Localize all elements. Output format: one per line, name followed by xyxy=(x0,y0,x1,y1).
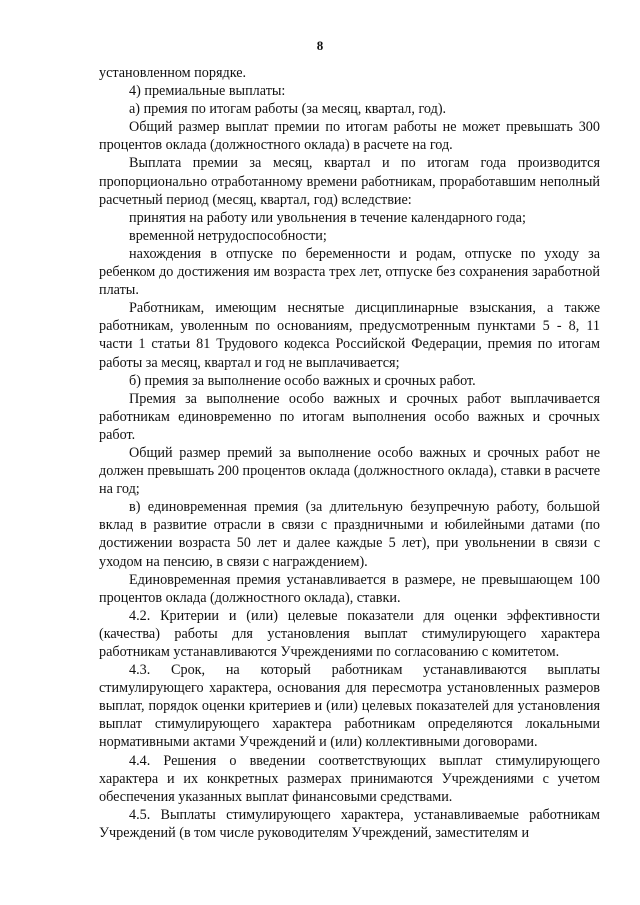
paragraph: принятия на работу или увольнения в течение календарного года; xyxy=(129,209,526,226)
paragraph: Работникам, имеющим неснятые дисциплинарные взыскания, а также работникам, уволенным по основаниям, предусмотренным пунктами 5 - 8, 11 части 1 статьи 81 Трудового кодекса Российской Федерации, премия по итогам работы за месяц, квартал и год не выплачивается; xyxy=(99,300,600,371)
paragraph: б) премия за выполнение особо важных и срочных работ. xyxy=(129,372,476,389)
paragraph: 4.5. Выплаты стимулирующего характера, устанавливаемые работникам Учреждений (в том числе руководителям Учреждений, заместителям и xyxy=(99,806,600,841)
document-body xyxy=(99,64,600,842)
paragraph: нахождения в отпуске по беременности и родам, отпуске по уходу за ребенком до достижения им возраста трех лет, отпуске без сохранения заработной платы. xyxy=(99,245,600,299)
paragraph: 4.4. Решения о введении соответствующих выплат стимулирующего характера и их конкретных размерах принимаются Учреждениями с учетом обеспечения указанных выплат финансовыми средствами. xyxy=(99,752,600,805)
paragraph: Общий размер выплат премии по итогам работы не может превышать 300 процентов оклада (должностного оклада) в расчете на год. xyxy=(99,119,600,154)
paragraph: 4.2. Критерии и (или) целевые показатели для оценки эффективности (качества) работы для установления выплат стимулирующего характера работникам устанавливаются Учреждениями по согласованию с комитетом. xyxy=(99,607,600,660)
paragraph: 4.3. Срок, на который работникам устанавливаются выплаты стимулирующего характера, основания для пересмотра установленных размеров выплат, порядок оценки критериев и (или) целевых показателей для установления выплат стимулирующего характера работникам определяются локальными нормативными актами Учреждений и (или) коллективными договорами. xyxy=(99,662,600,751)
page-number: 8 xyxy=(316,38,324,53)
paragraph: а) премия по итогам работы (за месяц, квартал, год). xyxy=(129,101,447,118)
paragraph: временной нетрудоспособности; xyxy=(129,227,327,244)
paragraph: Выплата премии за месяц, квартал и по итогам года производится пропорционально отработанному времени работникам, проработавшим неполный расчетный период (месяц, квартал, год) вследствие: xyxy=(99,155,600,208)
paragraph: установленном порядке. xyxy=(99,65,247,81)
paragraph: Премия за выполнение особо важных и срочных работ выплачивается работникам единовременно по итогам выполнения особо важных и срочных работ. xyxy=(99,390,600,443)
paragraph: Единовременная премия устанавливается в размере, не превышающем 100 процентов оклада (должностного оклада), ставки. xyxy=(99,571,600,606)
paragraph: 4) премиальные выплаты: xyxy=(129,83,286,100)
paragraph: в) единовременная премия (за длительную безупречную работу, большой вклад в развитие отрасли в связи с праздничными и юбилейными датами (по достижении возраста 50 лет и далее каждые 5 лет), при увольнении в связи с уходом на пенсию, в связи с награждением). xyxy=(99,499,600,570)
paragraph: Общий размер премий за выполнение особо важных и срочных работ не должен превышать 200 процентов оклада (должностного оклада), ставки в расчете на год; xyxy=(99,444,600,498)
